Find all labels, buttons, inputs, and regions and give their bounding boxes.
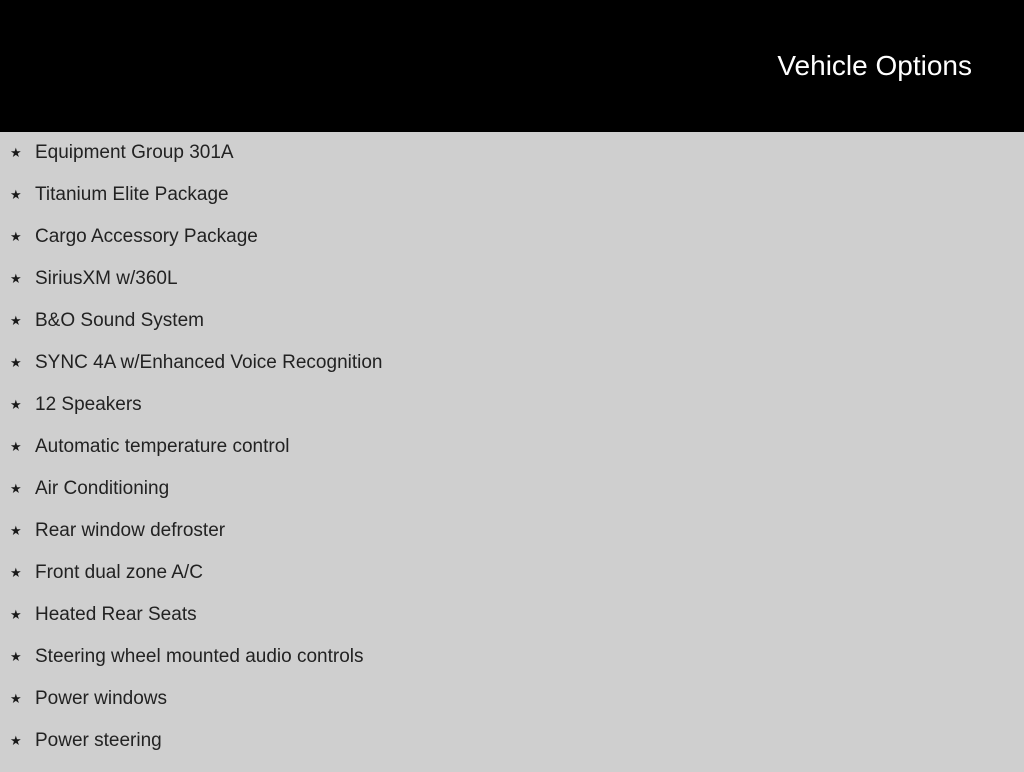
list-item xyxy=(0,478,1000,520)
star-icon: ★ xyxy=(10,733,22,748)
list-item xyxy=(0,688,1000,730)
list-item xyxy=(0,394,1000,436)
star-icon: ★ xyxy=(10,607,22,622)
star-icon: ★ xyxy=(10,271,22,286)
list-item xyxy=(0,142,1000,184)
options-panel xyxy=(0,132,1024,768)
option-label: SYNC 4A w/Enhanced Voice Recognition xyxy=(35,352,383,373)
option-label: Automatic temperature control xyxy=(35,436,290,457)
star-icon: ★ xyxy=(10,691,22,706)
option-label: Front dual zone A/C xyxy=(35,562,203,583)
option-label: B&O Sound System xyxy=(35,310,204,331)
list-item xyxy=(0,226,1000,268)
list-item xyxy=(0,184,1000,226)
option-label: Air Conditioning xyxy=(35,478,170,499)
list-item xyxy=(0,310,1000,352)
star-icon: ★ xyxy=(10,355,22,370)
option-label: Equipment Group 301A xyxy=(35,142,234,163)
star-icon: ★ xyxy=(10,229,22,244)
list-item xyxy=(0,520,1000,562)
star-icon: ★ xyxy=(10,649,22,664)
list-item xyxy=(0,646,1000,688)
option-label: Steering wheel mounted audio controls xyxy=(35,646,364,667)
option-label: Titanium Elite Package xyxy=(35,184,229,205)
star-icon: ★ xyxy=(10,439,22,454)
list-item xyxy=(0,730,1000,772)
star-icon: ★ xyxy=(10,523,22,538)
list-item xyxy=(0,436,1000,478)
star-icon: ★ xyxy=(10,481,22,496)
option-label: 12 Speakers xyxy=(35,394,142,415)
header-bar xyxy=(0,0,1024,132)
star-icon: ★ xyxy=(10,187,22,202)
star-icon: ★ xyxy=(10,145,22,160)
star-icon: ★ xyxy=(10,565,22,580)
page-title: Vehicle Options xyxy=(777,50,972,81)
option-label: Heated Rear Seats xyxy=(35,604,197,625)
option-label: Power windows xyxy=(35,688,167,709)
option-label: SiriusXM w/360L xyxy=(35,268,178,289)
list-item xyxy=(0,352,1000,394)
option-label: Power steering xyxy=(35,730,162,751)
list-item xyxy=(0,268,1000,310)
list-item xyxy=(0,562,1000,604)
star-icon: ★ xyxy=(10,313,22,328)
list-item xyxy=(0,604,1000,646)
option-label: Rear window defroster xyxy=(35,520,226,541)
options-list xyxy=(0,142,1000,772)
star-icon: ★ xyxy=(10,397,22,412)
option-label: Cargo Accessory Package xyxy=(35,226,258,247)
